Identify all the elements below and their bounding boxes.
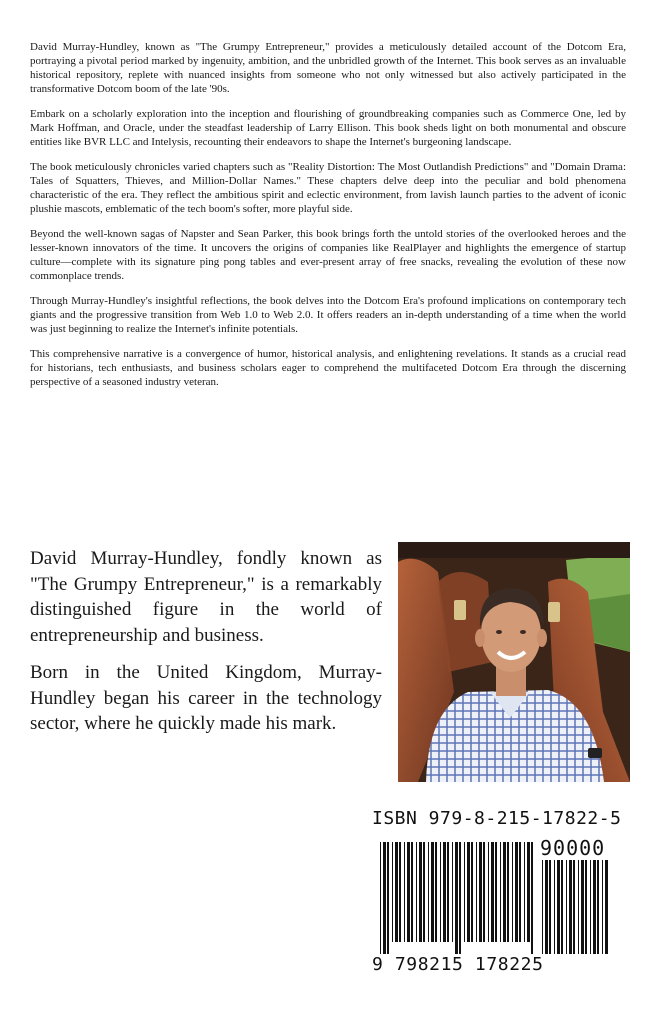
barcode-bar (471, 842, 473, 942)
isbn-barcode (372, 808, 622, 988)
barcode-bar (524, 842, 525, 942)
barcode-bar (561, 860, 563, 954)
blurb-paragraph-5: Through Murray-Hundley's insightful reflections, the book delves into the Dotcom Era's profound implications on contemporary tech giants and the progressive transition from Web 1.0 to Web 2.0. It offers readers an in-depth understanding of a time when the world was just beginning to realize the Internet's infinite potentials. (30, 295, 626, 335)
barcode-bar (435, 842, 437, 942)
ean-digits: 9 798215 178225 (372, 954, 544, 975)
barcode-bar (431, 842, 434, 942)
barcode-bar (483, 842, 485, 942)
barcode-bar (578, 860, 579, 954)
author-photo (398, 542, 630, 782)
barcode-bar (491, 842, 494, 942)
barcode-bar (467, 842, 470, 942)
barcode-bar (459, 842, 461, 954)
blurb-paragraph-2: Embark on a scholarly exploration into the inception and flourishing of groundbreaking companies such as Commerce One, led by Mark Hoffman, and Oracle, under the steadfast leadership of Larry Ellison. This book sheds light on both monumental and obscure entities like BVR LLC and Intelysis, recounting their endeavors to shape the Internet's burgeoning landscape. (30, 108, 626, 148)
barcode-bar (573, 860, 575, 954)
bio-paragraph-1: David Murray-Hundley, fondly known as "The Grumpy Entrepreneur," is a remarkably distinguished figure in the world of entrepreneurship and business. (30, 548, 382, 646)
barcode-bar (569, 860, 572, 954)
barcode-bar (387, 842, 389, 954)
isbn-label: ISBN 979-8-215-17822-5 (372, 808, 622, 829)
barcode-bar (380, 842, 381, 954)
barcode-bar (542, 860, 543, 954)
barcode-bar (395, 842, 398, 942)
barcode-bar (545, 860, 548, 954)
barcode-bar (515, 842, 518, 942)
barcode-bar (411, 842, 413, 942)
addon-barcode-bars (542, 860, 610, 954)
barcode-bar (419, 842, 422, 942)
barcode-bar (602, 860, 603, 954)
barcode-bar (452, 842, 453, 942)
barcode-bar (423, 842, 425, 942)
barcode-bar (407, 842, 410, 942)
barcode-bar (443, 842, 446, 942)
blurb-paragraph-3: The book meticulously chronicles varied chapters such as "Reality Distortion: The Most Outlandish Predictions" and "Domain Drama: Tales of Squatters, Thieves, and Million-Dollar Names." These chapters delve deep into the peculiar and bold phenomena characteristic of the era. They reflect the ambitious spirit and eclectic environment, from lavish launch parties to the advent of iconic plushie mascots, emblematic of the tech boom's softer, more playful side. (30, 161, 626, 215)
barcode-bar (416, 842, 417, 942)
barcode-bar (440, 842, 441, 942)
barcode-bar (495, 842, 497, 942)
barcode-bar (566, 860, 567, 954)
barcode-bar (503, 842, 506, 942)
barcode-bar (479, 842, 482, 942)
author-bio (30, 546, 382, 749)
barcode-bar (597, 860, 599, 954)
barcode-bar (549, 860, 551, 954)
barcode-bar (554, 860, 555, 954)
price-code: 90000 (540, 836, 606, 860)
bio-paragraph-2: Born in the United Kingdom, Murray-Hundley began his career in the technology sector, where he quickly made his mark. (30, 662, 382, 734)
blurb-paragraph-1: David Murray-Hundley, known as "The Grumpy Entrepreneur," provides a meticulously detailed account of the Dotcom Era, portraying a pivotal period marked by ingenuity, ambition, and the unbridled growth of the Internet. This book serves as an invaluable historical repository, replete with nuanced insights from someone who not only witnessed but also actively participated in the transformative Dotcom boom of the late '90s. (30, 41, 626, 95)
barcode-bar (455, 842, 458, 954)
barcode-bar (428, 842, 429, 942)
barcode-bar (527, 842, 530, 942)
barcode-bar (605, 860, 608, 954)
barcode-bar (500, 842, 501, 942)
blurb-paragraph-6: This comprehensive narrative is a convergence of humor, historical analysis, and enlightening revelations. It stands as a crucial read for historians, tech enthusiasts, and business scholars eager to comprehend the multifaceted Dotcom Era through the discerning perspective of a seasoned industry veteran. (30, 348, 626, 388)
barcode-bar (593, 860, 596, 954)
barcode-bar (476, 842, 477, 942)
barcode-bar (590, 860, 591, 954)
barcode-bar (507, 842, 509, 942)
blurb-paragraph-4: Beyond the well-known sagas of Napster and Sean Parker, this book brings forth the untold stories of the overlooked heroes and the lesser-known innovators of the time. It uncovers the origins of companies like RealPlayer and highlights the emergence of startup culture—complete with its signature ping pong tables and ever-present array of free snacks, revealing the evolution of these now commonplace trends. (30, 228, 626, 282)
barcode-bar (581, 860, 584, 954)
barcode-bar (447, 842, 449, 942)
barcode-bar (557, 860, 560, 954)
barcode-bar (585, 860, 587, 954)
barcode-bar (392, 842, 393, 942)
barcode-bar (404, 842, 405, 942)
barcode-bar (512, 842, 513, 942)
ean-barcode-bars (380, 842, 536, 954)
barcode-bar (531, 842, 533, 954)
barcode-bar (383, 842, 386, 954)
barcode-bar (399, 842, 401, 942)
back-cover-blurb (30, 40, 626, 400)
barcode-bar (519, 842, 521, 942)
barcode-bar (488, 842, 489, 942)
barcode-bar (464, 842, 465, 942)
